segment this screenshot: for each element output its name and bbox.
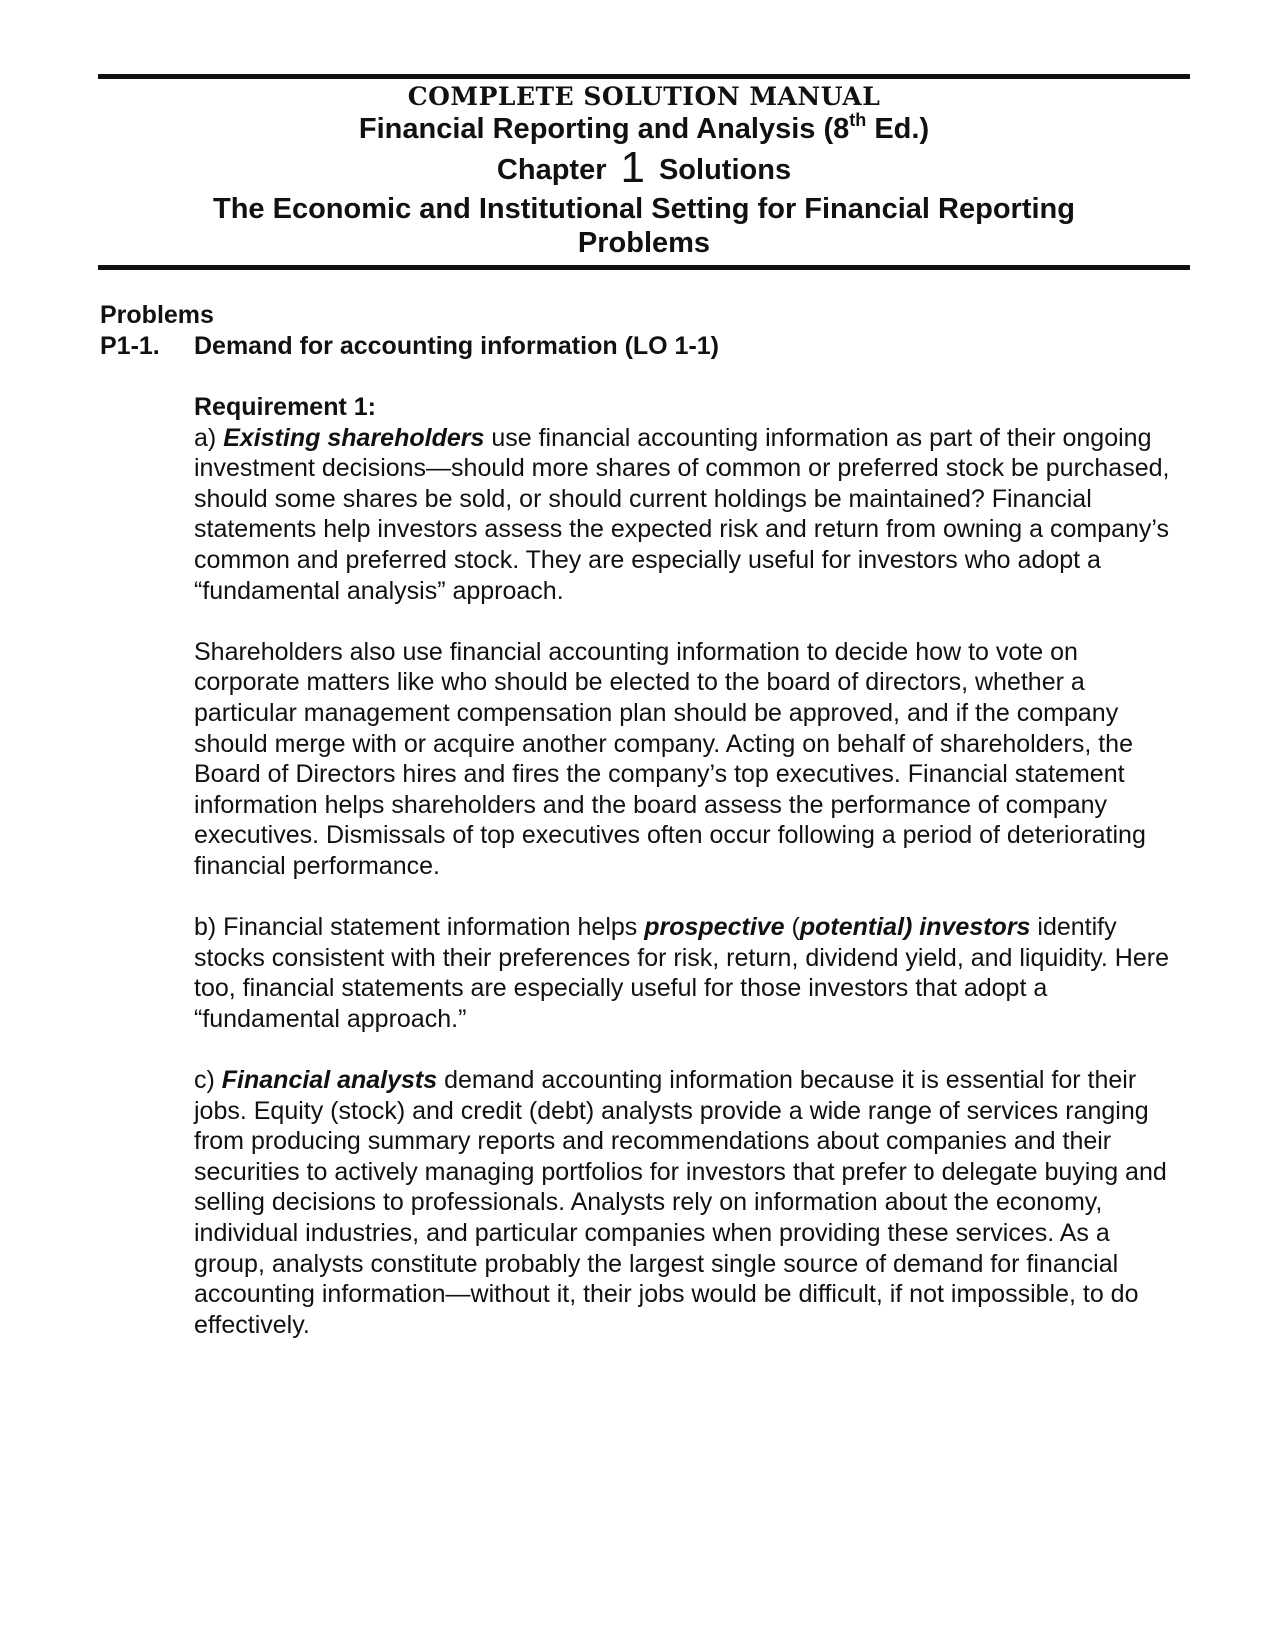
section-label: Problems — [100, 301, 214, 329]
paragraph-c — [194, 1065, 1184, 1340]
book-title-suffix: Ed.) — [866, 113, 930, 145]
book-title-prefix: Financial Reporting and Analysis (8 — [358, 113, 850, 145]
paragraph-a-emphasis: Existing shareholders — [223, 423, 485, 452]
problem-number: P1-1. — [100, 332, 160, 360]
chapter-title-line2: Problems — [577, 227, 711, 259]
manual-title: COMPLETE SOLUTION MANUAL — [407, 82, 881, 111]
chapter-word: Chapter — [496, 154, 607, 186]
paragraph-b-mid: ( — [784, 913, 800, 942]
paragraph-a2: Shareholders also use financial accounting information to decide how to vote on corporate matters like who should be elected to the board of directors, whether a particular management compensation plan should be approved, and if the company should merge with or acquire another company. Acting on behalf of shareholders, the Board of Directors hires and fires the company’s top executives. Financial statement information helps shareholders and the board assess the performance of company executives. Dismissals of top executives often occur following a period of deteriorating financial performance. — [194, 637, 1146, 880]
solution-body — [194, 392, 1184, 1371]
paragraph-c-emphasis: Financial analysts — [221, 1066, 438, 1095]
document-header — [98, 82, 1190, 260]
paragraph-c-text: demand accounting information because it is essential for their jobs. Equity (stock) and credit (debt) analysts provide a wide range of services ranging from producing summary reports and recommendations about companies and their securities to actively managing portfolios for investors that prefer to delegate buying and selling decisions to professionals. Analysts rely on information about the economy, individual industries, and particular companies when providing these services. As a group, analysts constitute probably the largest single source of demand for financial accounting information—without it, their jobs would be difficult, if not impossible, to do effectively. — [194, 1066, 1167, 1339]
paragraph-b-prefix: b) Financial statement information helps — [194, 913, 645, 942]
paragraph-c-prefix: c) — [194, 1066, 222, 1095]
book-title — [98, 112, 1190, 146]
chapter-number: 1 — [620, 143, 645, 192]
chapter-heading — [98, 143, 1190, 192]
header-top-rule — [98, 74, 1190, 79]
requirement-heading: Requirement 1: — [194, 393, 376, 421]
paragraph-b-text: identify stocks consistent with their preferences for risk, return, dividend yield, and liquidity. Here too, financial statements are especially useful for those investors that adopt a “fundamental approach.” — [194, 913, 1169, 1033]
paragraph-b — [194, 912, 1184, 1034]
paragraph-a-text: use financial accounting information as part of their ongoing investment decisions—should more shares of common or preferred stock be purchased, should some shares be sold, or should current holdings be maintained? Financial statements help investors assess the expected risk and return from owning a company’s common and preferred stock. They are especially useful for investors who adopt a “fundamental analysis” approach. — [194, 423, 1170, 605]
paragraph-a-prefix: a) — [194, 423, 224, 452]
paragraph-a — [194, 423, 1184, 607]
header-bottom-rule — [98, 265, 1190, 270]
problem-title: Demand for accounting information (LO 1-1) — [194, 332, 720, 360]
book-title-sup: th — [849, 110, 867, 130]
paragraph-b-emphasis-1: prospective — [644, 913, 785, 942]
paragraph-b-emphasis-2: potential) investors — [799, 913, 1031, 942]
chapter-suffix: Solutions — [658, 154, 792, 186]
chapter-title-line1: The Economic and Institutional Setting for Financial Reporting — [213, 193, 1075, 225]
